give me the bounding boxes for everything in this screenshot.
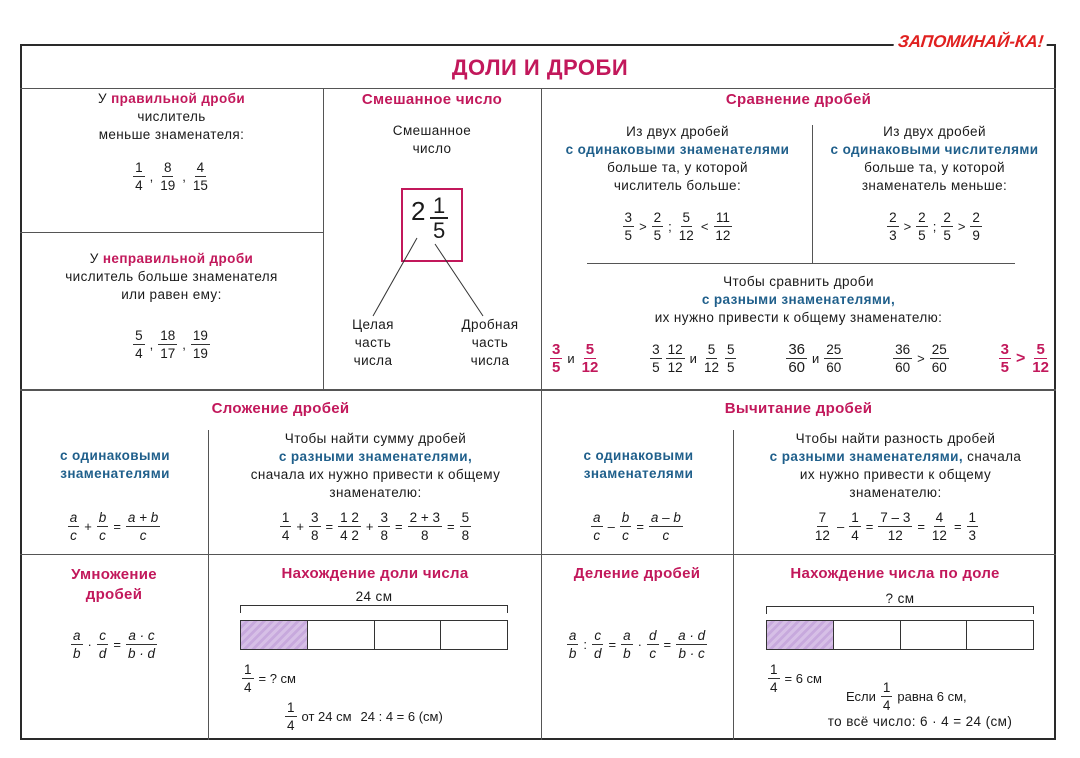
shaded-segment xyxy=(767,621,834,649)
bar-segment xyxy=(441,621,507,649)
division-header: Деление дробей xyxy=(573,565,701,582)
part-calculation: $\frac{1}{4}$ от 24 см 24 : 4 = 6 (см) xyxy=(287,700,443,733)
bar-segment xyxy=(967,621,1033,649)
whole-part-label: Целая часть числа xyxy=(352,317,394,368)
subtraction-diff-den-rule: Чтобы найти разность дробей с разными знаменателями, сначала их нужно привести к общему знаменателю: xyxy=(769,431,1022,500)
mixed-fraction: 1 5 xyxy=(430,194,448,242)
division-formula: $\frac{a}{b}$ : $\frac{c}{d}$ = $\frac{a}{b}$ · $\frac{d}{c}$ = $\frac{a \cdot d}{b \cdot c}$ xyxy=(568,628,706,661)
addition-same-den-formula: $\frac{a}{c}$ + $\frac{b}{c}$ = $\frac{a + b}{c}$ xyxy=(69,510,159,543)
addition-diff-den-formula: $\frac{1}{4}$ + $\frac{3}{8}$ = $\frac{1 2}{4 2}$ + $\frac{3}{8}$ = $\frac{2 + 3}{8}$ = $\frac{5}{8}$ xyxy=(281,510,470,543)
proper-fraction-examples: $\frac{1}{4}$ , $\frac{8}{19}$ , $\frac{4}{15}$ xyxy=(135,160,208,193)
addition-header: Сложение дробей xyxy=(211,400,350,417)
part-bar xyxy=(240,620,508,650)
part-equation: $\frac{1}{4}$ = ? см xyxy=(244,662,296,695)
comparison-header: Сравнение дробей xyxy=(725,91,872,108)
bar2-total-label: ? см xyxy=(885,591,915,606)
bar-total-label: 24 см xyxy=(355,589,393,604)
improper-fraction-text: У неправильной дроби числитель больше знаменателя или равен ему: xyxy=(65,251,278,302)
page-title: ДОЛИ И ДРОБИ xyxy=(451,55,629,80)
bar-segment xyxy=(901,621,968,649)
subtraction-diff-den-formula: $\frac{7}{12}$ – $\frac{1}{4}$ = $\frac{7 - 3}{12}$ = $\frac{4}{12}$ = $\frac{1}{3}$ xyxy=(814,510,977,543)
different-denominator-examples: $\frac{3}{5}$ и $\frac{5}{12}$ $\frac{3}{5}$ $\frac{12}{12}$ и $\frac{5}{12}$ $\frac{5}{5}$ $\frac{36}{60}$ и $\frac{25}{60}$ $\frac{36}{60}$ > $\frac{25}{60}$ $\frac{3}{5}$ > $\frac{5}{12}$ xyxy=(552,341,1049,376)
fraction-part-label: Дробная часть числа xyxy=(461,317,519,368)
mixed-whole: 2 xyxy=(411,196,426,226)
divider xyxy=(20,389,1056,391)
mixed-number-caption: Смешанное число xyxy=(392,123,472,156)
divider xyxy=(20,554,1056,555)
bar2-brace xyxy=(766,606,1034,614)
divider xyxy=(733,430,734,740)
same-numerator-rule: Из двух дробей с одинаковыми числителями больше та, у которой знаменатель меньше: xyxy=(830,124,1039,193)
same-denominator-examples: $\frac{3}{5}$ > $\frac{2}{5}$ ; $\frac{5}{12}$ < $\frac{11}{12}$ xyxy=(624,210,731,243)
mixed-number-header: Смешанное число xyxy=(361,91,503,108)
same-numerator-examples: $\frac{2}{3}$ > $\frac{2}{5}$ ; $\frac{2}{5}$ > $\frac{2}{9}$ xyxy=(889,210,980,243)
shaded-segment xyxy=(241,621,308,649)
number-bar xyxy=(766,620,1034,650)
proper-fraction-text: У правильной дроби числитель меньше знаменателя: xyxy=(97,91,246,142)
multiplication-formula: $\frac{a}{b}$ · $\frac{c}{d}$ = $\frac{a \cdot c}{b \cdot d}$ xyxy=(73,628,155,661)
improper-fraction-examples: $\frac{5}{4}$ , $\frac{18}{17}$ , $\frac{19}{19}$ xyxy=(135,328,208,361)
number-by-part-header: Нахождение числа по доле xyxy=(790,565,1000,582)
subtraction-header: Вычитание дробей xyxy=(724,400,873,417)
addition-diff-den-rule: Чтобы найти сумму дробей с разными знаменателями, сначала их нужно привести к общему знаменателю: xyxy=(250,431,501,500)
divider xyxy=(20,232,323,233)
subtraction-same-den-formula: $\frac{a}{c}$ – $\frac{b}{c}$ = $\frac{a - b}{c}$ xyxy=(593,510,681,543)
divider xyxy=(208,430,209,740)
bar-segment xyxy=(308,621,375,649)
number-if-text: Если $\frac{1}{4}$ равна 6 см, xyxy=(846,680,967,713)
bar-brace xyxy=(240,605,508,613)
mixed-pointer-lines xyxy=(323,230,541,330)
different-denominator-rule: Чтобы сравнить дроби с разными знаменателями, их нужно привести к общему знаменателю: xyxy=(654,274,943,325)
divider xyxy=(587,263,1015,264)
number-calculation: то всё число: 6 · 4 = 24 (см) xyxy=(827,714,1013,729)
part-of-number-header: Нахождение доли числа xyxy=(281,565,469,582)
subtraction-same-den-label: с одинаковыми знаменателями xyxy=(583,448,694,481)
bar-segment xyxy=(834,621,901,649)
divider xyxy=(20,88,1056,89)
addition-same-den-label: с одинаковыми знаменателями xyxy=(60,448,170,481)
multiplication-header: Умножение дробей xyxy=(71,566,157,603)
same-denominator-rule: Из двух дробей с одинаковыми знаменателями больше та, у которой числитель больше: xyxy=(565,124,790,193)
bar-segment xyxy=(375,621,442,649)
number-equation: $\frac{1}{4}$ = 6 см xyxy=(770,662,822,695)
remember-badge: ЗАПОМИНАЙ-КА! xyxy=(893,32,1049,52)
